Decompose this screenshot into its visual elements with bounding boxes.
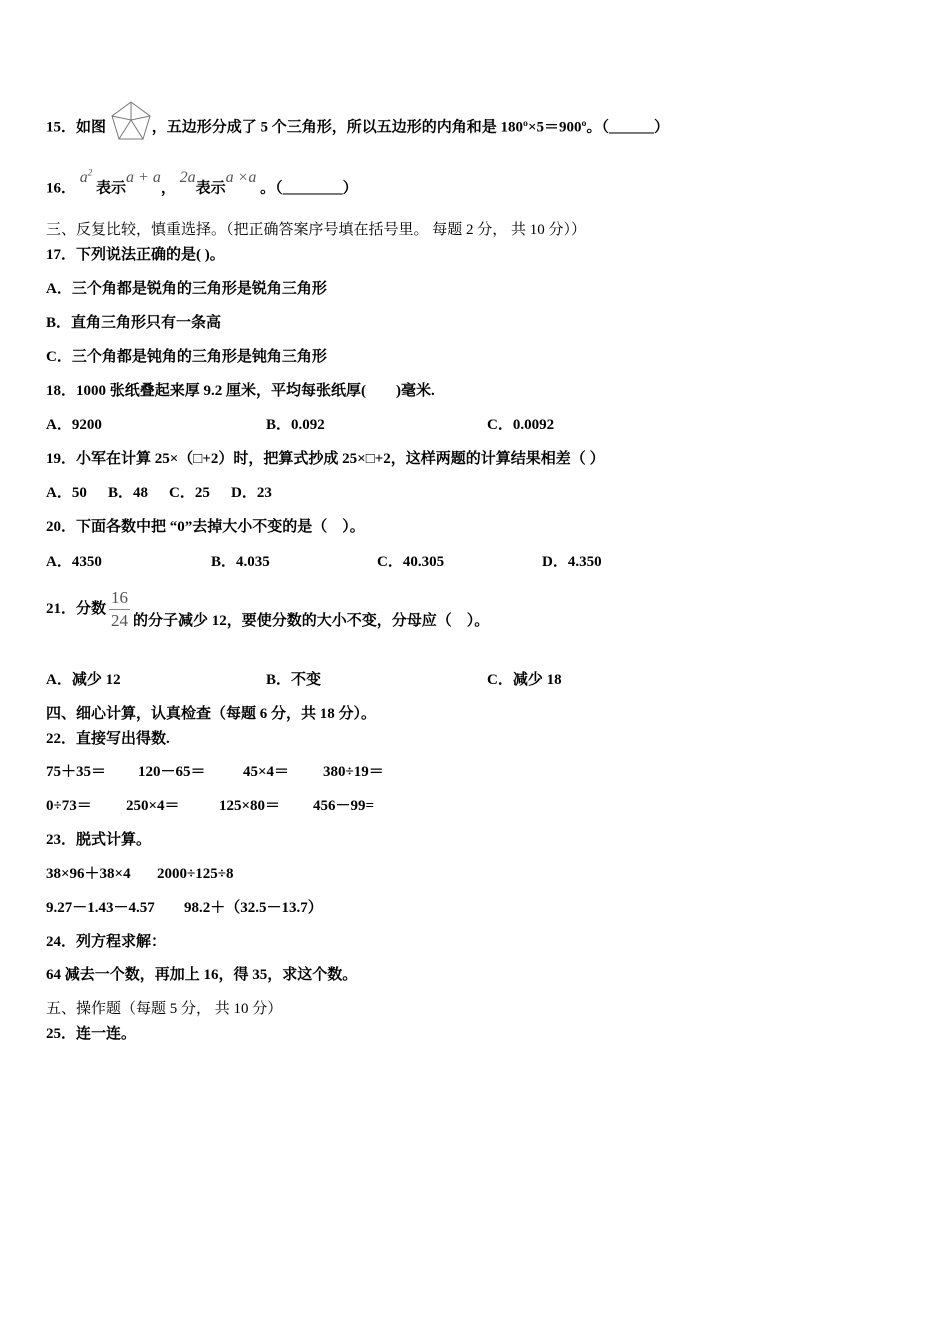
question-21-stem bbox=[46, 586, 489, 632]
text: 表示 bbox=[96, 180, 127, 197]
text: 21．分数 bbox=[46, 601, 107, 617]
math: a ×a bbox=[225, 169, 257, 187]
question-24-stem: 24．列方程求解： bbox=[46, 934, 167, 950]
calc-item: 9.27－1.43－4.57 bbox=[46, 900, 155, 916]
math: a + a bbox=[126, 169, 161, 187]
question-18-stem: 18．1000 张纸叠起来厚 9.2 厘米，平均每张纸厚( )毫米. bbox=[46, 383, 435, 399]
text: ， bbox=[160, 180, 176, 197]
option: B．直角三角形只有一条高 bbox=[46, 315, 222, 331]
question-15 bbox=[46, 114, 669, 142]
calc-item: 125×80＝ bbox=[219, 798, 281, 814]
question-20-stem: 20．下面各数中把 “0”去掉大小不变的是（ ）。 bbox=[46, 519, 365, 535]
calc-item: 38×96＋38×4 bbox=[46, 866, 131, 882]
option: D．4.350 bbox=[542, 554, 602, 570]
section-3-heading: 三、反复比较，慎重选择。（把正确答案序号填在括号里。 每题 2 分， 共 10 分）） bbox=[46, 222, 587, 238]
calc-item: 120－65＝ bbox=[138, 764, 206, 780]
question-23-stem: 23．脱式计算。 bbox=[46, 832, 152, 848]
math: $a^2$ bbox=[79, 168, 93, 187]
calc-item: 98.2＋（32.5－13.7） bbox=[184, 900, 323, 916]
calc-item: 2000÷125÷8 bbox=[157, 866, 234, 882]
question-22-stem: 22．直接写出得数. bbox=[46, 731, 170, 747]
text: 的分子减少 12，要使分数的大小不变，分母应（ ）。 bbox=[133, 613, 490, 629]
option: B．48 bbox=[108, 485, 149, 501]
calc-item: 45×4＝ bbox=[243, 764, 290, 780]
question-16 bbox=[46, 168, 358, 198]
text: 表示 bbox=[195, 180, 226, 197]
section-4-heading: 四、细心计算，认真检查（每题 6 分，共 18 分）。 bbox=[46, 706, 377, 722]
calc-item: 380÷19＝ bbox=[323, 764, 384, 780]
text: ，五边形分成了 5 个三角形，所以五边形的内角和是 180º×5＝900º。（______） bbox=[151, 119, 669, 136]
fraction: $\frac{16}{24}$ bbox=[111, 588, 129, 631]
question-19-stem: 19．小军在计算 25×（□+2）时，把算式抄成 25×□+2，这样两题的计算结果相差（ ） bbox=[46, 451, 605, 467]
question-number: 15． bbox=[46, 119, 77, 136]
option: C．三个角都是钝角的三角形是钝角三角形 bbox=[46, 349, 327, 365]
option: B．0.092 bbox=[266, 417, 325, 433]
option: C．25 bbox=[169, 485, 210, 501]
question-number: 16． bbox=[46, 180, 77, 197]
calc-item: 75＋35＝ bbox=[46, 764, 107, 780]
calc-item: 0÷73＝ bbox=[46, 798, 92, 814]
math: 2a bbox=[179, 169, 196, 187]
text: 。（________） bbox=[260, 180, 358, 197]
option: C．40.305 bbox=[377, 554, 445, 570]
option: C．0.0092 bbox=[487, 417, 555, 433]
option: D．23 bbox=[231, 485, 272, 501]
option: B．4.035 bbox=[211, 554, 270, 570]
option: B．不变 bbox=[266, 672, 322, 688]
option: A．50 bbox=[46, 485, 87, 501]
question-24-text: 64 减去一个数，再加上 16，得 35，求这个数。 bbox=[46, 967, 358, 983]
option: C．减少 18 bbox=[487, 672, 562, 688]
option: A．4350 bbox=[46, 554, 102, 570]
option: A．9200 bbox=[46, 417, 102, 433]
question-17-stem: 17．下列说法正确的是( )。 bbox=[46, 247, 225, 263]
calc-item: 250×4＝ bbox=[126, 798, 180, 814]
pentagon-figure bbox=[110, 100, 152, 142]
option: A．三个角都是锐角的三角形是锐角三角形 bbox=[46, 281, 327, 297]
text: 如图 bbox=[76, 119, 107, 136]
section-5-heading: 五、操作题（每题 5 分， 共 10 分） bbox=[46, 1001, 283, 1017]
option: A．减少 12 bbox=[46, 672, 121, 688]
question-25-stem: 25．连一连。 bbox=[46, 1026, 137, 1042]
calc-item: 456－99= bbox=[313, 798, 375, 814]
